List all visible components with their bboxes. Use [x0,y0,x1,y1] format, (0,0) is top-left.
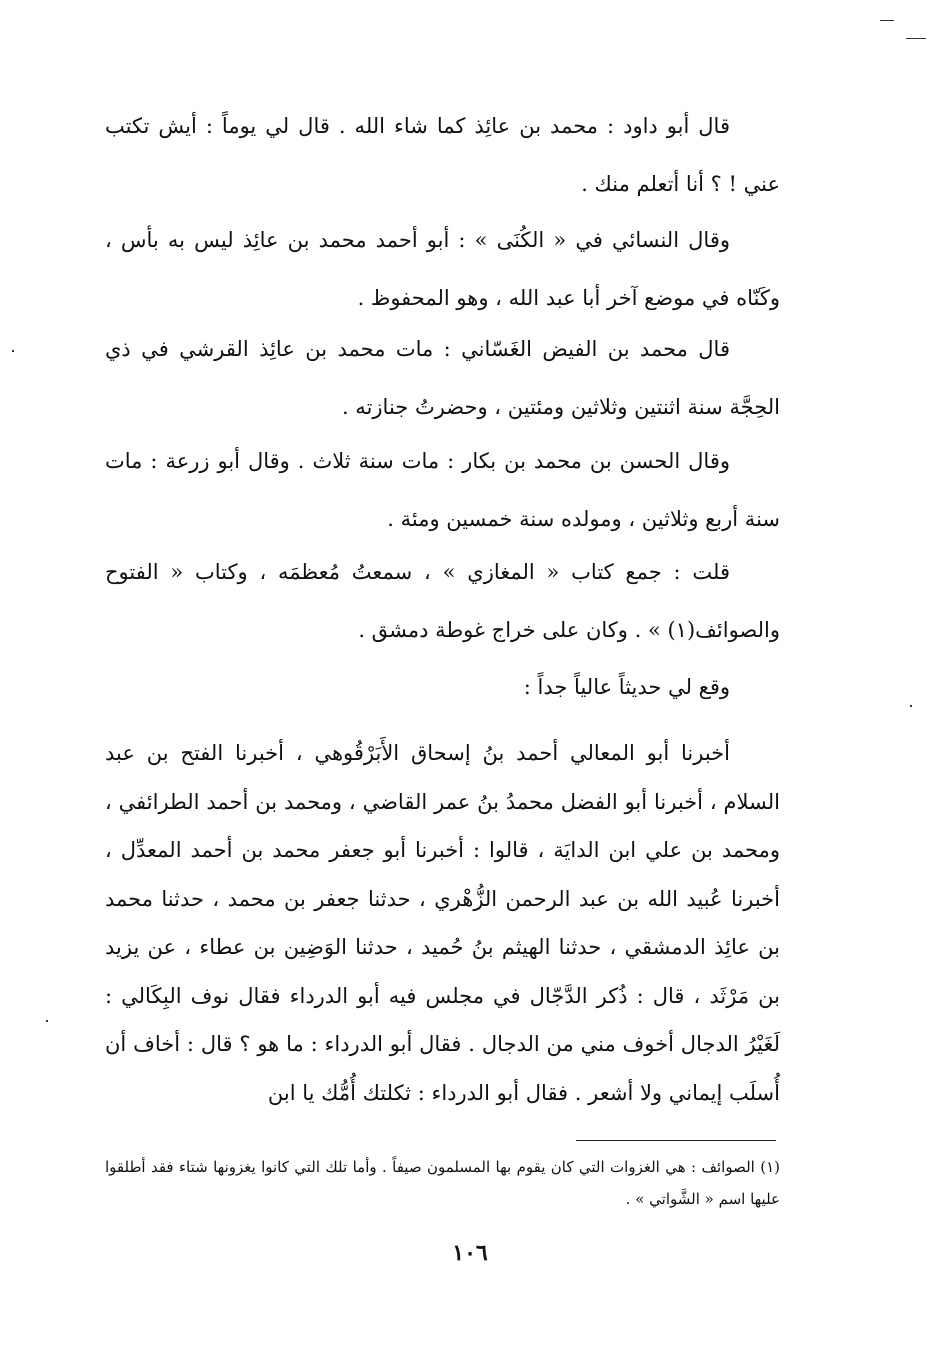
footnote-divider [576,1140,776,1141]
paragraph-ghassani: قال محمد بن الفيض الغَسّاني : مات محمد بن عائِذ القرشي في ذي الحِجَّة سنة اثنتين وثلاثين ومئتين ، وحضرتُ جنازته . [105,337,780,419]
scan-speck [906,38,926,39]
paragraph-nasai: وقال النسائي في « الكُنَى » : أبو أحمد محمد بن عائِذ ليس به بأس ، وكَنّاه في موضع آخر أبا عبد الله ، وهو المحفوظ . [105,228,780,310]
scan-speck [46,1020,48,1022]
scan-speck [880,20,894,21]
paragraph-hadith-intro: وقع لي حديثاً عالياً جداً : [523,675,730,699]
scan-speck [910,705,912,707]
paragraph-author-note: قلت : جمع كتاب « المغازي » ، سمعتُ مُعظمَه ، وكتاب « الفتوح والصوائف(١) » . وكان على خراج غوطة دمشق . [105,560,780,642]
footnote: (١) الصوائف : هي الغزوات التي كان يقوم بها المسلمون صيفاً . وأما تلك التي كانوا يغزونها شتاء فقد أطلقوا عليها اسم « الشَّواتي » . [105,1158,780,1208]
paragraph-hasan-bakkar: وقال الحسن بن محمد بن بكار : مات سنة ثلاث . وقال أبو زرعة : مات سنة أربع وثلاثين ، ومولده سنة خمسين ومئة . [105,449,780,531]
paragraph-abu-dawud: قال أبو داود : محمد بن عائِذ كما شاء الله . قال لي يوماً : أيش تكتب عني ! ؟ أنا أتعلم منك . [105,114,780,196]
paragraph-hadith-chain: أخبرنا أبو المعالي أحمد بنُ إسحاق الأَبَرْقُوهي ، أخبرنا الفتح بن عبد السلام ، أخبرنا أبو الفضل محمدُ بنُ عمر القاضي ، ومحمد بن أحمد الطرائفي ، ومحمد بن علي ابن الدايَة ، قالوا : أخبرنا أبو جعفر محمد بن أحمد المعدِّل ، أخبرنا عُبيد الله بن عبد الرحمن الزُّهْري ، حدثنا جعفر بن محمد ، حدثنا محمد بن عائِذ الدمشقي ، حدثنا الهيثم بنُ حُميد ، حدثنا الوَضِين بن عطاء ، عن يزيد بن مَرْثَد ، قال : ذُكر الدَّجّال في مجلس فيه أبو الدرداء فقال نوف البِكَالي : لَغَيْرُ الدجال أخوف مني من الدجال . فقال أبو الدرداء : ما هو ؟ قال : أخاف أن أُسلَب إيماني ولا أشعر . فقال أبو الدرداء : ثكلتك أُمُّك يا ابن [105,741,780,1105]
scan-speck [12,350,14,352]
page-number: ١٠٦ [452,1240,488,1266]
